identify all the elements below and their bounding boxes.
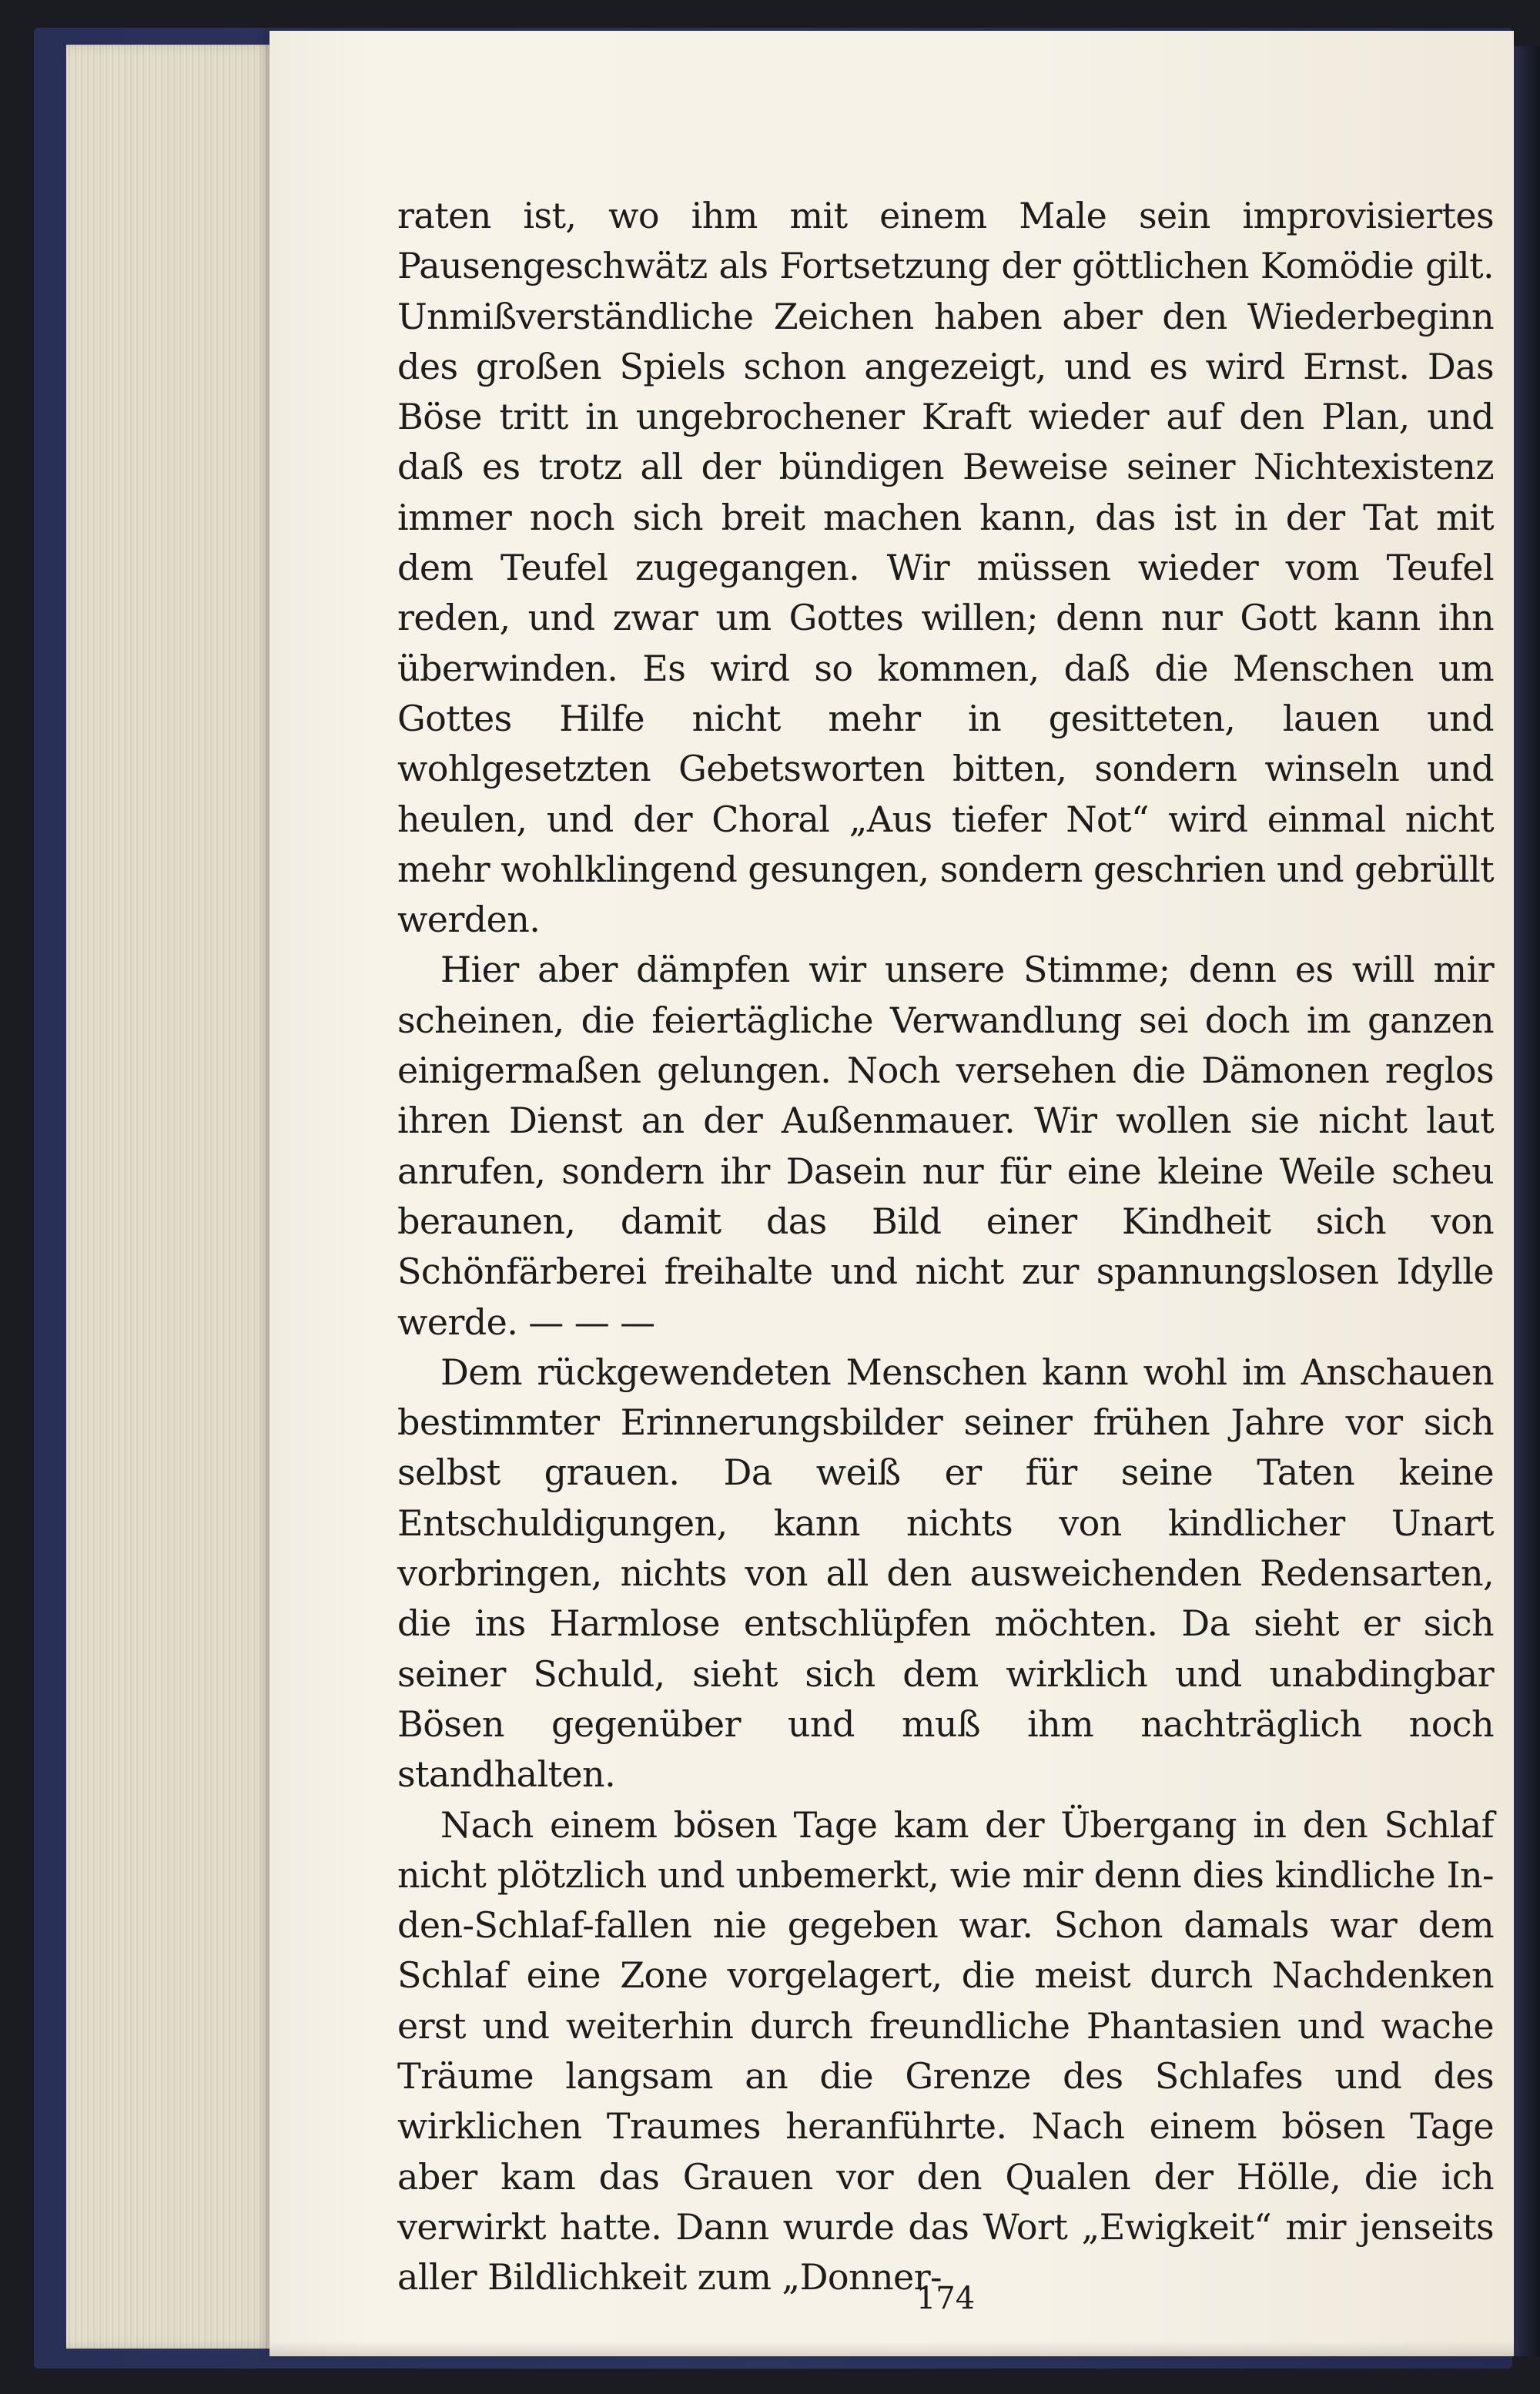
paragraph-4: Nach einem bösen Tage kam der Übergang in den Schlaf nicht plötzlich und unbemerkt, wie mir denn dies kindliche In-den-Schlaf-fallen nie gegeben war. Schon damals war dem Schlaf eine Zone vorgelagert, die meist durch Nachdenken erst und weiterhin durch freundliche Phantasien und wache Träume langsam an die Grenze des Schlafes und des wirklichen Traumes heranführte. Nach einem bösen Tage aber kam das Grauen vor den Qualen der Hölle, die ich verwirkt hatte. Dann wurde das Wort „Ewigkeit“ mir jenseits aller Bildlichkeit zum „Donner- <box>397 1803 1494 2299</box>
body-text <box>397 191 1494 2302</box>
paragraph-3: Dem rückgewendeten Menschen kann wohl im Anschauen bestimmter Erinnerungsbilder seiner frühen Jahre vor sich selbst grauen. Da weiß er für seine Taten keine Entschuldigungen, kann nichts von kindlicher Unart vorbringen, nichts von all den ausweichenden Redensarten, die ins Harmlose entschlüpfen möchten. Da sieht er sich seiner Schuld, sieht sich dem wirklich und unabdingbar Bösen gegenüber und muß ihm nachträglich noch standhalten. <box>397 1351 1494 1796</box>
paragraph-2: Hier aber dämpfen wir unsere Stimme; denn es will mir scheinen, die feiertägliche Verwandlung sei doch im ganzen einigermaßen gelungen. Noch versehen die Dämonen reglos ihren Dienst an der Außenmauer. Wir wollen sie nicht laut anrufen, sondern ihr Dasein nur für eine kleine Weile scheu beraunen, damit das Bild einer Kindheit sich von Schönfärberei freihalte und nicht zur spannungslosen Idylle werde. — — — <box>397 949 1494 1343</box>
paragraph-1: raten ist, wo ihm mit einem Male sein improvisiertes Pausengeschwätz als Fortsetzung der göttlichen Komödie gilt. Unmißverständliche Zeichen haben aber den Wiederbeginn des großen Spiels schon angezeigt, und es wird Ernst. Das Böse tritt in ungebrochener Kraft wieder auf den Plan, und daß es trotz all der bündigen Beweise seiner Nichtexistenz immer noch sich breit machen kann, das ist in der Tat mit dem Teufel zugegangen. Wir müssen wieder vom Teufel reden, und zwar um Gottes willen; denn nur Gott kann ihn überwinden. Es wird so kommen, daß die Menschen um Gottes Hilfe nicht mehr in gesitteten, lauen und wohlgesetzten Gebetsworten bitten, sondern winseln und heulen, und der Choral „Aus tiefer Not“ wird einmal nicht mehr wohlklingend gesungen, sondern geschrien und gebrüllt werden. <box>397 195 1494 941</box>
page-number: 174 <box>916 2281 976 2316</box>
page-edges <box>66 45 274 2349</box>
book-right-edge <box>1514 46 1540 2356</box>
page-bottom-shadow <box>270 2341 1514 2356</box>
